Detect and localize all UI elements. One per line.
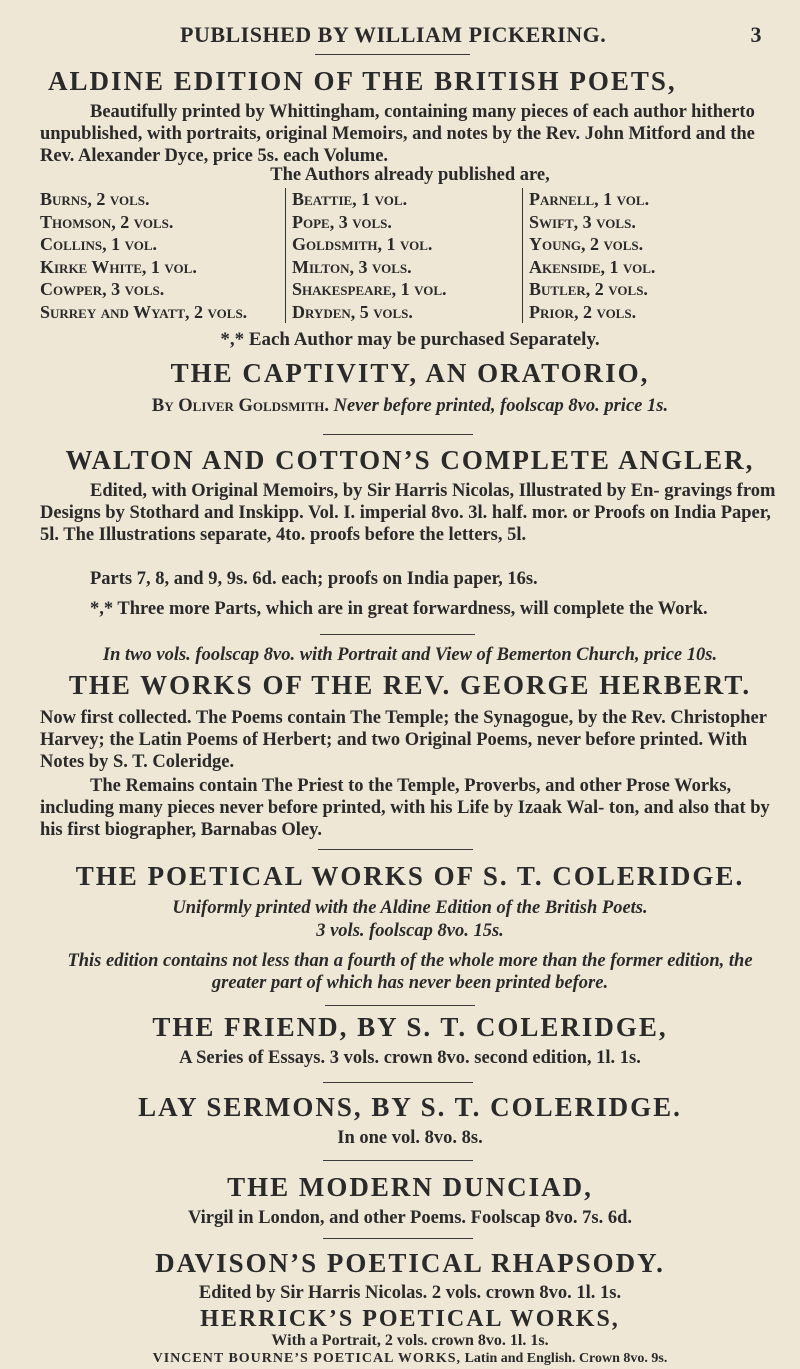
walton-note-block bbox=[40, 598, 780, 620]
author-entry: Parnell, 1 vol. bbox=[529, 189, 650, 209]
authors-column-2 bbox=[285, 188, 522, 323]
coleridge-poems-l2-block bbox=[40, 920, 780, 942]
coleridge-poems-line2: 3 vols. foolscap 8vo. 15s. bbox=[316, 921, 504, 941]
aldine-subhead: The Authors already published are, bbox=[270, 165, 550, 185]
lay-title: LAY SERMONS, BY S. T. COLERIDGE. bbox=[138, 1092, 682, 1122]
coleridge-poems-l1-block bbox=[40, 897, 780, 919]
walton-section bbox=[40, 445, 780, 476]
davison-description: Edited by Sir Harris Nicolas. 2 vols. crown 8vo. 1l. 1s. bbox=[198, 1283, 622, 1303]
author-entry: Shakespeare, 1 vol. bbox=[292, 279, 447, 299]
author-entry: Dryden, 5 vols. bbox=[292, 301, 413, 322]
page-number: 3 bbox=[750, 22, 762, 47]
dunciad-description: Virgil in London, and other Poems. Foolscap 8vo. 7s. 6d. bbox=[187, 1208, 633, 1228]
walton-description: Edited, with Original Memoirs, by Sir Harris Nicolas, Illustrated by En- gravings from Designs by Stothard and Inskipp. Vol. I. imperial 8vo. 3l. half. mor. or Proofs on India Paper, 5l. The Illustrations separate, 4to. proofs before the letters, 5l. bbox=[40, 481, 776, 545]
divider bbox=[325, 1005, 475, 1006]
lay-section bbox=[40, 1092, 780, 1123]
author-entry: Butler, 2 vols. bbox=[529, 279, 648, 299]
walton-parts: Parts 7, 8, and 9, 9s. 6d. each; proofs on India paper, 16s. bbox=[90, 569, 538, 589]
aldine-note: *,* Each Author may be purchased Separately. bbox=[220, 329, 600, 350]
dunciad-section bbox=[40, 1172, 780, 1203]
coleridge-poems-line1: Uniformly printed with the Aldine Edition of the British Poets. bbox=[172, 898, 648, 918]
coleridge-poems-desc-block bbox=[40, 950, 780, 994]
author-entry: Cowper, 3 vols. bbox=[40, 279, 165, 299]
herrick-title: HERRICK’S POETICAL WORKS, bbox=[200, 1306, 620, 1332]
divider bbox=[320, 634, 475, 635]
bourne-section bbox=[40, 1350, 780, 1367]
herbert-p2-block bbox=[40, 775, 780, 841]
lay-description: In one vol. 8vo. 8s. bbox=[337, 1128, 483, 1148]
author-entry: Kirke White, 1 vol. bbox=[40, 256, 197, 277]
herrick-desc-block bbox=[40, 1332, 780, 1350]
herbert-p1-block bbox=[40, 707, 780, 773]
friend-desc-block bbox=[40, 1047, 780, 1069]
captivity-byline: By Oliver Goldsmith. bbox=[151, 396, 329, 416]
herbert-poems-description: Now first collected. The Poems contain The Temple; the Synagogue, by the Rev. Christopher Harvey; the Latin Poems of Herbert; and two Original Poems, never before printed. With Notes by S. T. Coleridge. bbox=[40, 708, 767, 772]
divider bbox=[323, 434, 473, 435]
author-entry: Young, 2 vols. bbox=[529, 234, 644, 254]
walton-title: WALTON AND COTTON’S COMPLETE ANGLER, bbox=[65, 445, 755, 475]
aldine-desc-block bbox=[40, 101, 780, 167]
author-entry: Surrey and Wyatt, 2 vols. bbox=[40, 301, 248, 322]
herbert-section bbox=[40, 670, 780, 701]
dunciad-title: THE MODERN DUNCIAD, bbox=[227, 1172, 593, 1202]
lay-desc-block bbox=[40, 1127, 780, 1149]
aldine-subhead-block bbox=[40, 164, 780, 186]
captivity-details: Never before printed, foolscap 8vo. price 1s. bbox=[333, 396, 669, 416]
divider bbox=[323, 1238, 473, 1239]
davison-title: DAVISON’S POETICAL RHAPSODY. bbox=[155, 1248, 665, 1278]
divider bbox=[323, 1160, 473, 1161]
herbert-remains-description: The Remains contain The Priest to the Temple, Proverbs, and other Prose Works, including many pieces never before printed, with his Life by Izaak Wal- ton, and also that by his first biographer, Barnabas Oley. bbox=[40, 776, 770, 840]
bourne-description: Latin and English. Crown 8vo. 9s. bbox=[464, 1351, 668, 1366]
author-entry: Akenside, 1 vol. bbox=[529, 256, 656, 277]
davison-desc-block bbox=[40, 1282, 780, 1304]
author-entry: Beattie, 1 vol. bbox=[292, 189, 408, 209]
authors-table bbox=[40, 188, 780, 323]
herbert-intro: In two vols. foolscap 8vo. with Portrait and View of Bemerton Church, price 10s. bbox=[102, 645, 718, 665]
herbert-title: THE WORKS OF THE REV. GEORGE HERBERT. bbox=[68, 670, 752, 700]
aldine-note-block bbox=[40, 329, 780, 351]
author-entry: Thomson, 2 vols. bbox=[40, 211, 174, 232]
divider bbox=[323, 1082, 473, 1083]
author-entry: Collins, 1 vol. bbox=[40, 234, 158, 254]
aldine-description: Beautifully printed by Whittingham, containing many pieces of each author hitherto unpublished, with portraits, original Memoirs, and notes by the Rev. John Mitford and the Rev. Alexander Dyce, price 5s. each Volume. bbox=[40, 102, 755, 166]
herrick-section bbox=[40, 1306, 780, 1333]
author-entry: Milton, 3 vols. bbox=[292, 256, 412, 277]
herbert-intro-block bbox=[40, 644, 780, 666]
author-entry: Swift, 3 vols. bbox=[529, 211, 636, 232]
captivity-section bbox=[40, 358, 780, 389]
coleridge-poems-title: THE POETICAL WORKS OF S. T. COLERIDGE. bbox=[75, 861, 745, 891]
friend-title: THE FRIEND, BY S. T. COLERIDGE, bbox=[152, 1012, 668, 1042]
captivity-desc-block bbox=[40, 395, 780, 417]
davison-section bbox=[40, 1248, 780, 1279]
walton-parts-block bbox=[40, 568, 780, 590]
authors-column-3 bbox=[522, 188, 779, 323]
author-entry: Pope, 3 vols. bbox=[292, 211, 392, 232]
walton-note: *,* Three more Parts, which are in great forwardness, will complete the Work. bbox=[90, 599, 708, 619]
walton-desc-block bbox=[40, 480, 780, 546]
coleridge-poems-section bbox=[40, 861, 780, 892]
aldine-section bbox=[40, 66, 780, 97]
publisher-line: PUBLISHED BY WILLIAM PICKERING. bbox=[180, 22, 607, 47]
aldine-title: ALDINE EDITION OF THE BRITISH POETS, bbox=[48, 66, 677, 96]
herrick-description: With a Portrait, 2 vols. crown 8vo. 1l. 1s. bbox=[271, 1332, 549, 1349]
captivity-title: THE CAPTIVITY, AN ORATORIO, bbox=[170, 358, 650, 388]
author-entry: Goldsmith, 1 vol. bbox=[292, 234, 433, 254]
divider bbox=[315, 54, 470, 55]
running-head bbox=[180, 22, 780, 48]
friend-description: A Series of Essays. 3 vols. crown 8vo. second edition, 1l. 1s. bbox=[179, 1048, 641, 1068]
authors-column-1 bbox=[40, 188, 285, 323]
author-entry: Prior, 2 vols. bbox=[529, 301, 637, 322]
dunciad-desc-block bbox=[40, 1207, 780, 1229]
bourne-title: VINCENT BOURNE’S POETICAL WORKS, bbox=[152, 1351, 462, 1366]
author-entry: Burns, 2 vols. bbox=[40, 189, 150, 209]
friend-section bbox=[40, 1012, 780, 1043]
coleridge-poems-description: This edition contains not less than a fourth of the whole more than the former edition, the greater part of which has never been printed before. bbox=[67, 951, 753, 993]
divider bbox=[318, 849, 473, 850]
